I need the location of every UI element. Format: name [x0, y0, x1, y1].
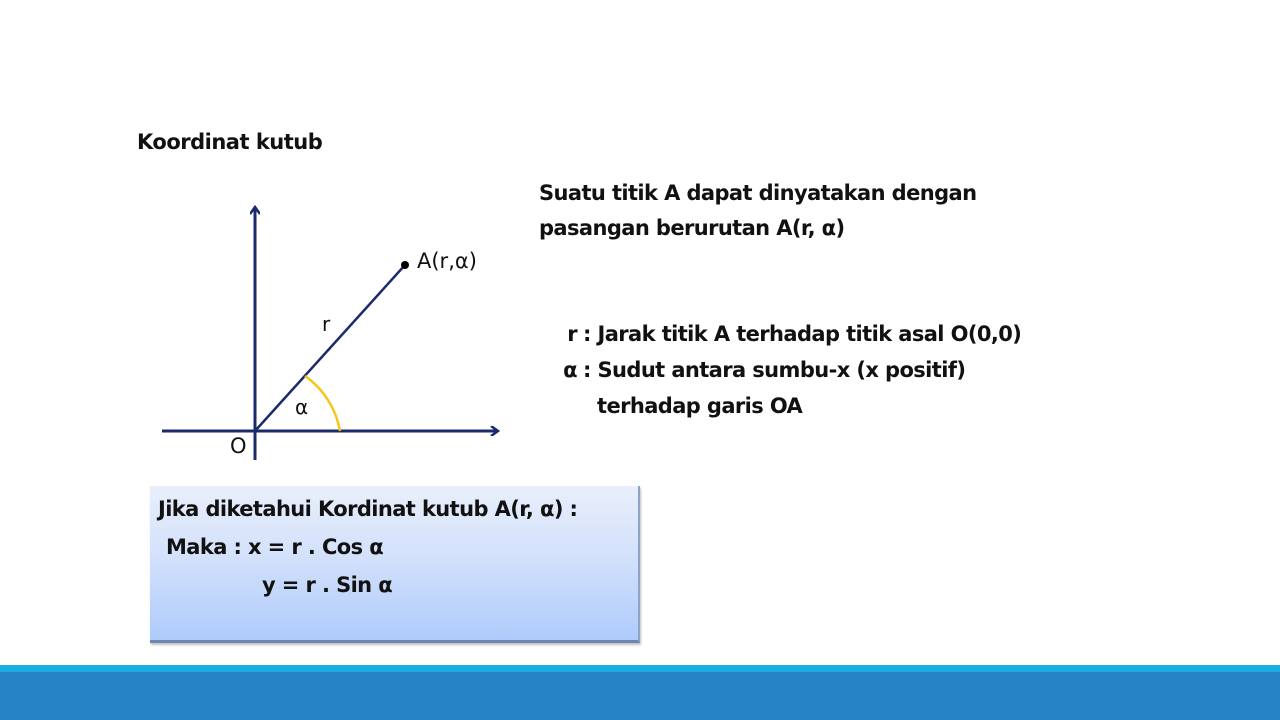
formula-line-1: Jika diketahui Kordinat kutub A(r, α) : — [158, 497, 578, 521]
formula-box — [150, 486, 640, 643]
definition-symbol: α — [563, 358, 577, 382]
description-line-1: Suatu titik A dapat dinyatakan dengan — [539, 181, 977, 205]
point-a-dot — [401, 261, 409, 269]
description — [539, 176, 976, 246]
origin-label: O — [230, 434, 247, 458]
description-line-2: pasangan berurutan A(r, α) — [539, 216, 845, 240]
definition-alpha-continuation — [557, 388, 1021, 424]
formula-line-3: y = r . Sin α — [262, 573, 393, 597]
definition-alpha — [557, 352, 1021, 388]
angle-arc — [305, 376, 340, 431]
definition-symbol: r — [567, 322, 577, 346]
definition-r — [557, 316, 1021, 352]
definition-text: terhadap garis OA — [597, 394, 803, 418]
radius-line-oa — [255, 265, 405, 431]
definition-text: : Jarak titik A terhadap titik asal O(0,0) — [583, 322, 1022, 346]
formula-line-2: Maka : x = r . Cos α — [166, 535, 384, 559]
slide-title: Koordinat kutub — [137, 130, 323, 154]
point-a-label: A(r,α) — [417, 249, 477, 273]
definitions — [557, 316, 1021, 424]
radius-label: r — [322, 312, 331, 336]
definition-text: : Sudut antara sumbu-x (x positif) — [583, 358, 966, 382]
angle-label: α — [295, 395, 309, 419]
footer-accent-strip — [0, 665, 1280, 672]
footer-bar — [0, 672, 1280, 720]
